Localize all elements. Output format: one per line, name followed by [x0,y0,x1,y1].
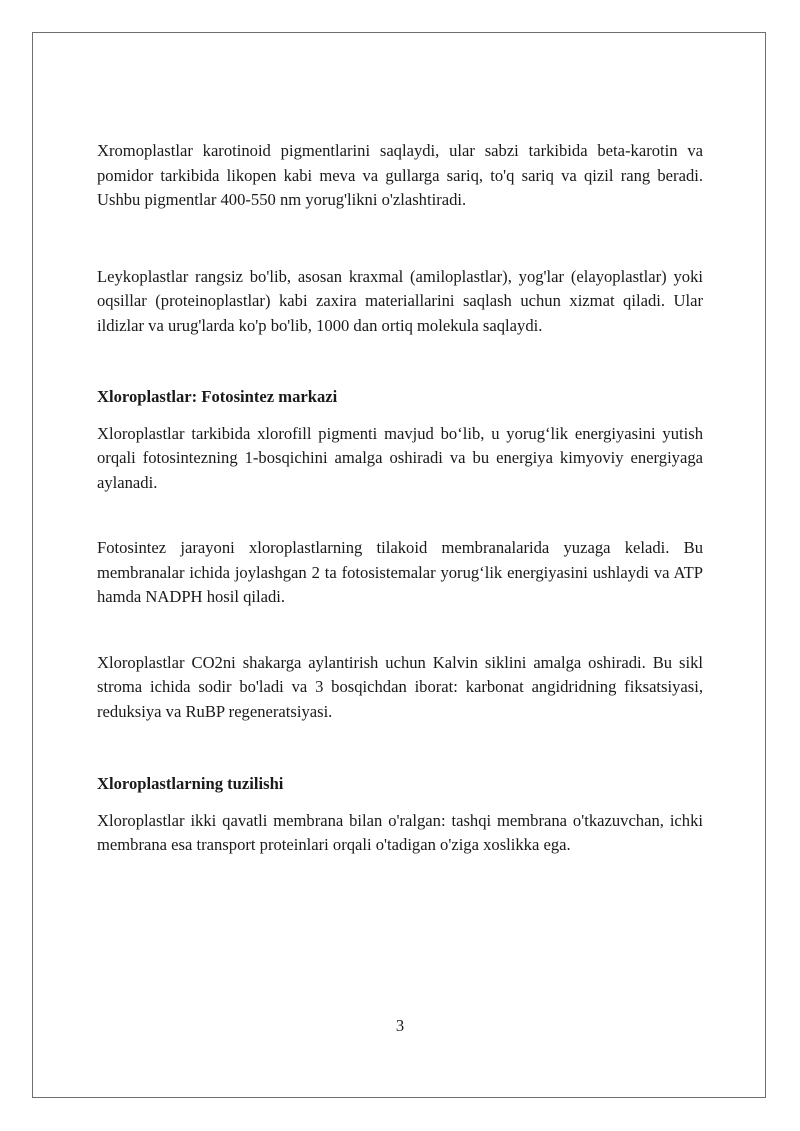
page-content [97,139,703,858]
paragraph-thylakoid: Fotosintez jarayoni xloroplastlarning tilakoid membranalarida yuzaga keladi. Bu membranalar ichida joylashgan 2 ta fotosistemalar yorug‘lik energiyasini ushlaydi va ATP hamda NADPH hosil qiladi. [97,538,703,606]
heading-chloroplast-structure: Xloroplastlarning tuzilishi [97,774,284,793]
page-number: 3 [395,1016,405,1035]
paragraph-leucoplasts: Leykoplastlar rangsiz bo'lib, asosan kraxmal (amiloplastlar), yog'lar (elayoplastlar) yoki oqsillar (proteinoplastlar) kabi zaxira materiallarini saqlash uchun xizmat qiladi. Ular ildizlar va urug'larda ko'p bo'lib, 1000 dan ortiq molekula saqlaydi. [97,266,703,335]
paragraph-chlorophyll: Xloroplastlar tarkibida xlorofill pigmenti mavjud bo‘lib, u yorug‘lik energiyasini yutish orqali fotosintezning 1-bosqichini amalga oshiradi va bu energiya kimyoviy energiyaga aylanadi. [97,423,703,492]
paragraph-chromoplasts: Xromoplastlar karotinoid pigmentlarini saqlaydi, ular sabzi tarkibida beta-karotin va pomidor tarkibida likopen kabi meva va gullarga sariq, to'q sariq va qizil rang beradi. Ushbu pigmentlar 400-550 nm yorug'likni o'zlashtiradi. [97,141,703,209]
paragraph-calvin-cycle: Xloroplastlar CO2ni shakarga aylantirish uchun Kalvin siklini amalga oshiradi. Bu sikl stroma ichida sodir bo'ladi va 3 bosqichdan iborat: karbonat angidridning fiksatsiyasi, reduksiya va RuBP regeneratsiyasi. [97,652,703,721]
paragraph-membrane: Xloroplastlar ikki qavatli membrana bilan o'ralgan: tashqi membrana o'tkazuvchan, ichki membrana esa transport proteinlari orqali o'tadigan o'ziga xoslikka ega. [97,810,703,854]
heading-chloroplasts-photosynthesis: Xloroplastlar: Fotosintez markazi [97,387,338,406]
